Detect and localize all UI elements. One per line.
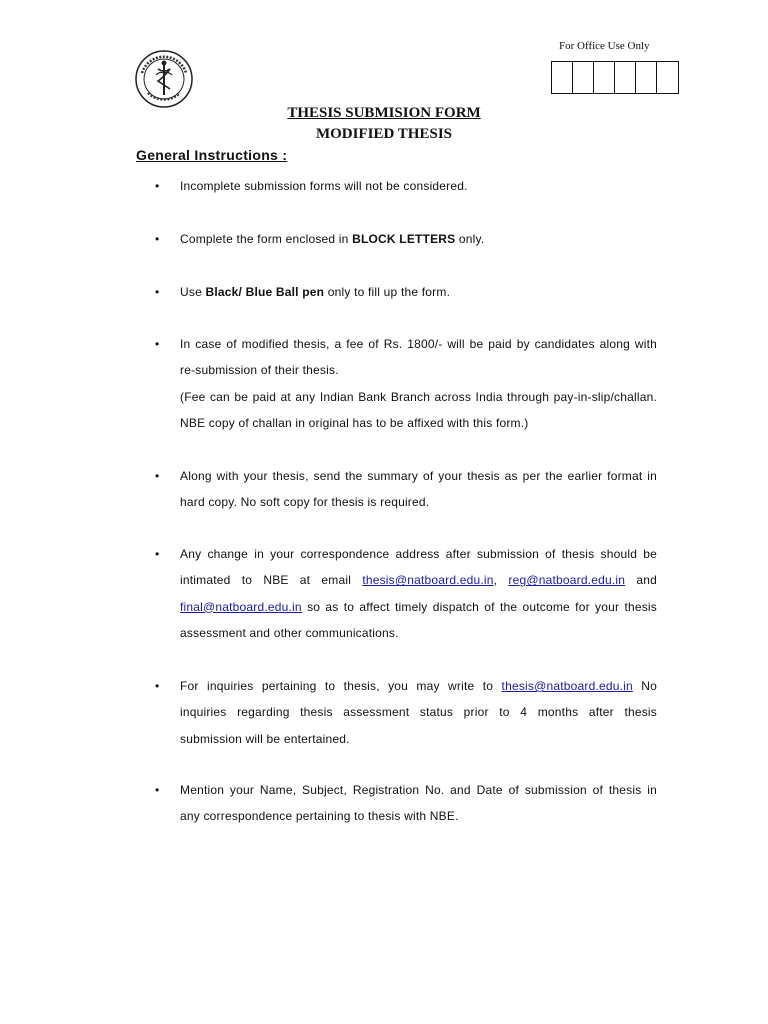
instruction-text: Any change in your correspondence address after submission of thesis should be bbox=[180, 547, 657, 561]
instruction-line bbox=[180, 594, 657, 620]
instruction-text: In case of modified thesis, a fee of Rs. 1800/- will be paid by candidates along with bbox=[180, 337, 657, 351]
instruction-item bbox=[155, 463, 657, 516]
instruction-text: (Fee can be paid at any Indian Bank Branch across India through pay-in-slip/challan. bbox=[180, 389, 657, 404]
instruction-text: only. bbox=[455, 232, 485, 246]
instruction-text: and bbox=[625, 573, 657, 588]
office-use-box bbox=[594, 62, 615, 93]
instruction-text: submission will be entertained. bbox=[180, 731, 350, 746]
instruction-item bbox=[155, 331, 657, 436]
instruction-bold-text: BLOCK LETTERS bbox=[352, 232, 456, 246]
instruction-text: so as to affect timely dispatch of the outcome for your thesis bbox=[301, 599, 657, 614]
bullet-icon: • bbox=[155, 285, 160, 299]
bullet-icon: • bbox=[155, 469, 160, 483]
bullet-icon: • bbox=[155, 179, 160, 193]
office-use-box bbox=[657, 62, 678, 93]
form-subtitle: MODIFIED THESIS bbox=[315, 126, 452, 142]
instruction-item bbox=[155, 777, 657, 830]
instruction-text: Complete the form enclosed in bbox=[180, 232, 353, 246]
instruction-text: hard copy. No soft copy for thesis is required. bbox=[180, 495, 430, 510]
instruction-item bbox=[155, 673, 657, 752]
instruction-bold-text: Black/ Blue Ball pen bbox=[205, 285, 325, 299]
bullet-icon: • bbox=[155, 679, 160, 693]
instruction-text: No bbox=[632, 679, 657, 693]
instruction-text: NBE copy of challan in original has to be affixed with this form.) bbox=[180, 415, 529, 430]
instruction-item bbox=[155, 541, 657, 646]
nbe-seal-logo-icon bbox=[134, 49, 194, 109]
office-use-box bbox=[552, 62, 573, 93]
instruction-text: For inquiries pertaining to thesis, you may write to bbox=[180, 679, 502, 693]
bullet-icon: • bbox=[155, 547, 160, 561]
instruction-text: any correspondence pertaining to thesis with NBE. bbox=[180, 809, 459, 824]
instruction-text: inquiries regarding thesis assessment status prior to 4 months after thesis bbox=[180, 705, 657, 720]
email-link-inquiries[interactable]: thesis@natboard.edu.in bbox=[501, 679, 633, 693]
instruction-text: , bbox=[493, 573, 509, 588]
office-use-box bbox=[573, 62, 594, 93]
instruction-text: Mention your Name, Subject, Registration No. and Date of submission of thesis in bbox=[180, 783, 657, 797]
bullet-icon: • bbox=[155, 337, 160, 351]
email-link-final[interactable]: final@natboard.edu.in bbox=[180, 599, 302, 614]
office-use-box bbox=[615, 62, 636, 93]
office-use-box bbox=[636, 62, 657, 93]
instruction-text: Use bbox=[180, 285, 206, 299]
instruction-item bbox=[155, 173, 657, 199]
instruction-text: only to fill up the form. bbox=[324, 285, 451, 299]
instruction-line bbox=[180, 673, 657, 699]
instruction-line bbox=[180, 567, 657, 593]
form-title: THESIS SUBMISION FORM bbox=[287, 105, 481, 121]
instruction-item bbox=[155, 226, 657, 252]
instruction-text: assessment and other communications. bbox=[180, 625, 399, 640]
instruction-text: Along with your thesis, send the summary of your thesis as per the earlier format in bbox=[180, 469, 657, 483]
office-use-label: For Office Use Only bbox=[559, 40, 650, 52]
general-instructions-heading: General Instructions : bbox=[136, 147, 288, 163]
email-link-reg[interactable]: reg@natboard.edu.in bbox=[508, 573, 626, 588]
office-use-boxes bbox=[551, 61, 679, 94]
bullet-icon: • bbox=[155, 232, 160, 246]
bullet-icon: • bbox=[155, 783, 160, 797]
instruction-text: intimated to NBE at email bbox=[180, 573, 363, 588]
instruction-text: Incomplete submission forms will not be considered. bbox=[180, 179, 468, 193]
instruction-text: re-submission of their thesis. bbox=[180, 363, 339, 378]
email-link-thesis[interactable]: thesis@natboard.edu.in bbox=[362, 573, 494, 588]
instruction-item bbox=[155, 279, 657, 305]
